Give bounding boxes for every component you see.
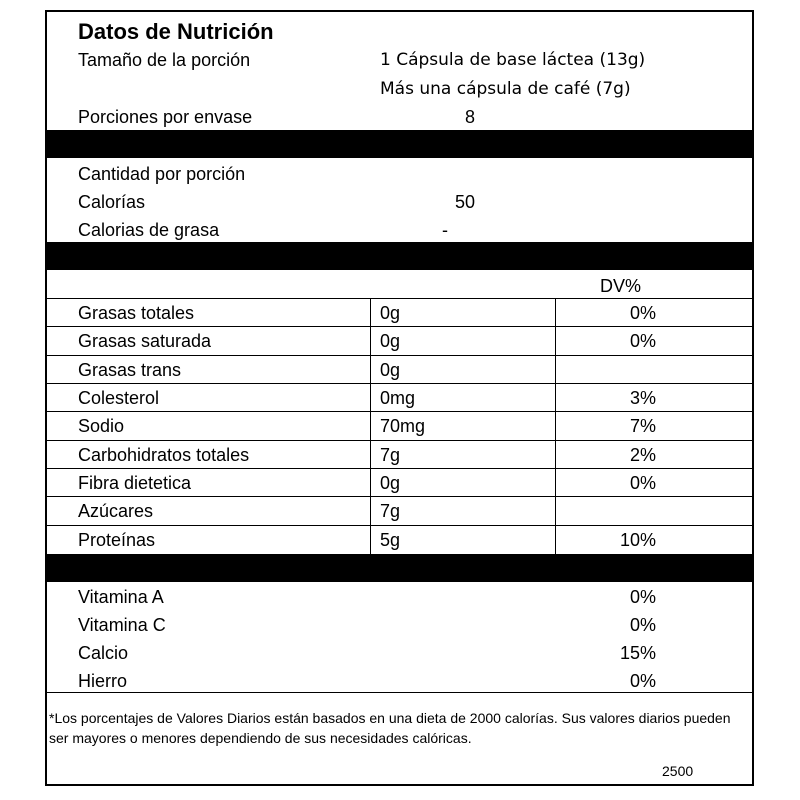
footnote: *Los porcentajes de Valores Diarios están basados en una dieta de 2000 calorías. Sus valores diarios pueden ser mayores o menores dependiendo de sus necesidades calóricas. (49, 710, 731, 746)
nutrient-dv: 0% (629, 473, 656, 493)
vitamin-name: Vitamina C (78, 615, 166, 635)
nutrient-name: Proteínas (78, 530, 156, 550)
nutrient-amount: 0g (380, 473, 401, 493)
nutrition-facts-panel (45, 10, 754, 786)
section-divider-bar (47, 130, 752, 158)
footnote-number: 2500 (662, 763, 694, 779)
nutrient-dv: 10% (619, 530, 656, 550)
calories-label: Calorías (78, 192, 146, 212)
serving-size-label: Tamaño de la porción (78, 50, 251, 70)
table-row (47, 469, 752, 497)
serving-size-line1: 1 Cápsula de base láctea (13g) (380, 50, 646, 70)
vitamin-dv: 0% (629, 587, 656, 607)
table-row (47, 356, 752, 384)
nutrient-name: Carbohidratos totales (78, 445, 250, 465)
nutrient-name: Sodio (78, 416, 125, 436)
fat-calories-label: Calorias de grasa (78, 220, 220, 240)
amount-per-serving-label: Cantidad por porción (78, 164, 246, 184)
nutrient-name: Azúcares (78, 501, 154, 521)
nutrient-amount: 7g (380, 445, 401, 465)
nutrient-name: Fibra dietetica (78, 473, 192, 493)
serving-size-line2: Más una cápsula de café (7g) (380, 79, 631, 99)
table-row (47, 441, 752, 469)
nutrient-dv: 7% (629, 416, 656, 436)
nutrient-amount: 0g (380, 331, 401, 351)
vitamin-dv: 0% (629, 615, 656, 635)
nutrient-dv: 2% (629, 445, 656, 465)
table-row (47, 583, 752, 611)
section-divider-bar (47, 554, 752, 582)
table-row (47, 327, 752, 355)
table-row (47, 526, 752, 554)
table-row (47, 497, 752, 525)
fat-calories-value: - (442, 220, 448, 240)
nutrient-name: Colesterol (78, 388, 160, 408)
row-divider (47, 692, 752, 693)
vitamin-name: Vitamina A (78, 587, 164, 607)
nutrient-name: Grasas saturada (78, 331, 212, 351)
vitamin-name: Hierro (78, 671, 128, 691)
panel-title: Datos de Nutrición (78, 19, 274, 44)
table-row (47, 611, 752, 639)
vitamin-dv: 15% (619, 643, 656, 663)
nutrient-amount: 5g (380, 530, 401, 550)
table-row (47, 639, 752, 667)
calories-value: 50 (455, 192, 476, 212)
nutrient-amount: 0g (380, 303, 401, 323)
vitamin-name: Calcio (78, 643, 129, 663)
table-row (47, 412, 752, 440)
servings-per-container-value: 8 (465, 107, 476, 127)
vitamin-dv: 0% (629, 671, 656, 691)
nutrient-amount: 7g (380, 501, 401, 521)
nutrient-dv: 0% (629, 303, 656, 323)
dv-header: DV% (600, 276, 642, 296)
table-row (47, 667, 752, 695)
nutrient-amount: 0g (380, 360, 401, 380)
nutrient-dv: 3% (629, 388, 656, 408)
nutrient-amount: 0mg (380, 388, 416, 408)
table-row (47, 384, 752, 412)
nutrient-name: Grasas trans (78, 360, 182, 380)
table-row (47, 299, 752, 327)
nutrient-dv: 0% (629, 331, 656, 351)
nutrient-amount: 70mg (380, 416, 426, 436)
servings-per-container-label: Porciones por envase (78, 107, 253, 127)
section-divider-bar (47, 242, 752, 270)
nutrient-name: Grasas totales (78, 303, 195, 323)
